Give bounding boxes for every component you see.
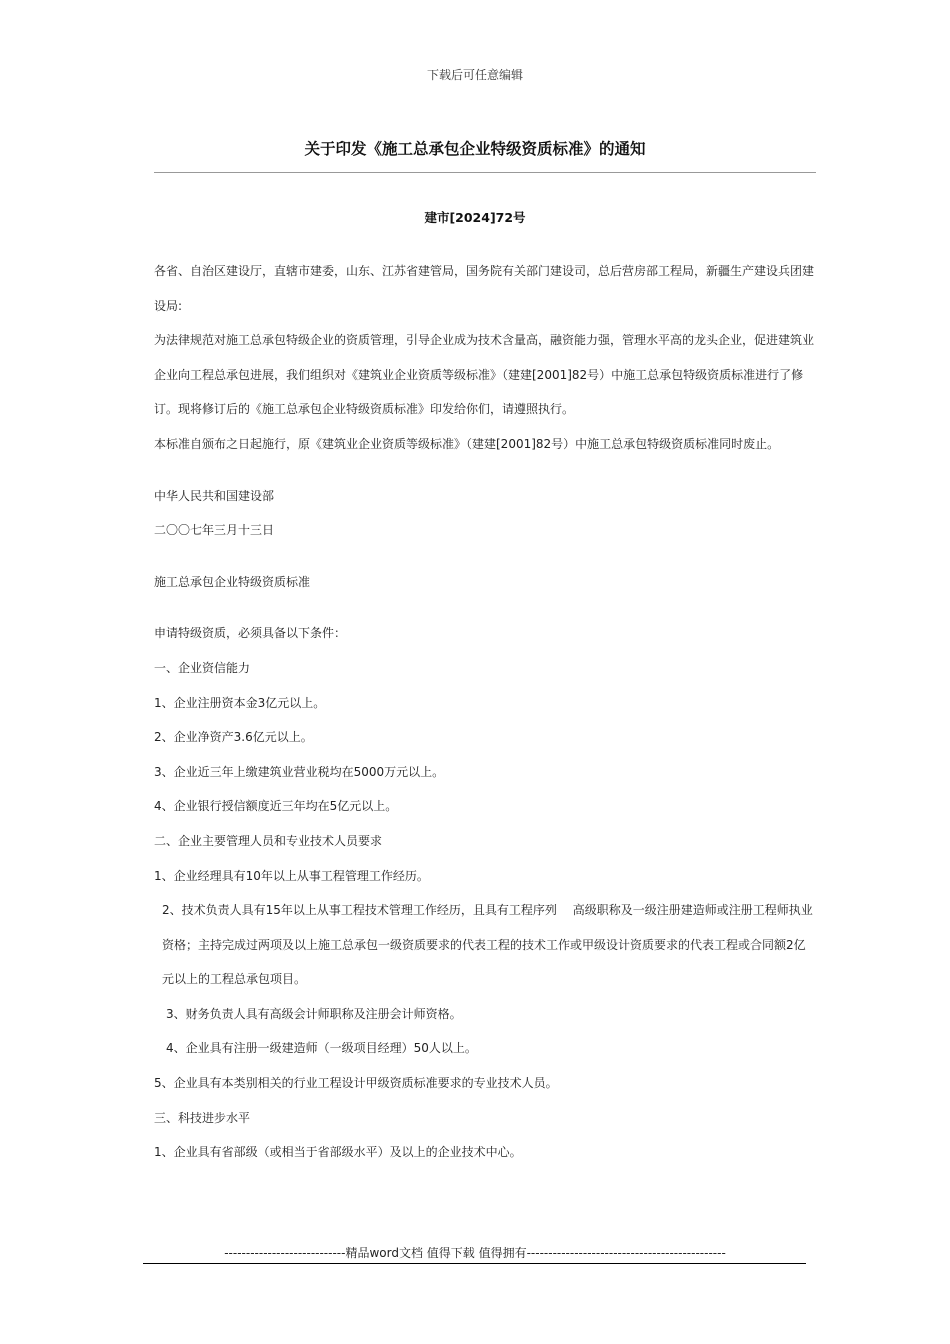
notice-body [154, 254, 816, 1170]
list-item: 2、企业净资产3.6亿元以上。 [154, 730, 313, 745]
section-heading: 一、企业资信能力 [154, 660, 251, 675]
document-number: 建市[2024]72号 [424, 210, 526, 225]
list-item: 4、企业具有注册一级建造师（一级项目经理）50人以上。 [166, 1041, 477, 1056]
issue-date: 二〇〇七年三月十三日 [154, 523, 275, 538]
intro-line: 申请特级资质，必须具备以下条件： [154, 626, 347, 641]
footer-divider [143, 1263, 806, 1264]
list-item: 2、技术负责人具有15年以上从事工程技术管理工作经历，且具有工程序列 高级职称及一级注册建造师或注册工程师执业资格；主持完成过两项及以上施工总承包一级资质要求的代表工程的技术工作或甲级设计资质要求的代表工程或合同额2亿元以上的工程总承包项目。 [162, 903, 813, 987]
document-title: 关于印发《施工总承包企业特级资质标准》的通知 [304, 140, 646, 158]
list-item: 3、企业近三年上缴建筑业营业税均在5000万元以上。 [154, 764, 445, 779]
list-item: 1、企业具有省部级（或相当于省部级水平）及以上的企业技术中心。 [154, 1145, 522, 1160]
header-note: 下载后可任意编辑 [426, 68, 523, 82]
list-item: 4、企业银行授信额度近三年均在5亿元以上。 [154, 799, 398, 814]
section-heading: 三、科技进步水平 [154, 1110, 251, 1125]
list-item: 1、企业注册资本金3亿元以上。 [154, 695, 326, 710]
footer-note: ----------------------------精品word文档 值得下载 值得拥有---------------------------------------------- [224, 1246, 726, 1260]
issuer: 中华人民共和国建设部 [154, 488, 275, 503]
list-item: 3、财务负责人具有高级会计师职称及注册会计师资格。 [166, 1006, 462, 1021]
list-item: 5、企业具有本类别相关的行业工程设计甲级资质标准要求的专业技术人员。 [154, 1076, 558, 1091]
addressee: 各省、自治区建设厅，直辖市建委，山东、江苏省建管局，国务院有关部门建设司，总后营房部工程局，新疆生产建设兵团建设局: [154, 264, 815, 313]
paragraph-effective: 本标准自颁布之日起施行，原《建筑业企业资质等级标准》（建建[2001]82号）中施工总承包特级资质标准同时废止。 [154, 436, 780, 451]
title-divider [154, 172, 816, 173]
list-item: 1、企业经理具有10年以上从事工程管理工作经历。 [154, 868, 429, 883]
section-heading: 二、企业主要管理人员和专业技术人员要求 [154, 833, 383, 848]
standard-title: 施工总承包企业特级资质标准 [154, 574, 311, 589]
paragraph-purpose: 为法律规范对施工总承包特级企业的资质管理，引导企业成为技术含量高，融资能力强，管理水平高的龙头企业，促进建筑业企业向工程总承包进展，我们组织对《建筑业企业资质等级标准》（建建[2001]82号）中施工总承包特级资质标准进行了修订。现将修订后的《施工总承包企业特级资质标准》印发给你们，请遵照执行。 [154, 333, 815, 417]
